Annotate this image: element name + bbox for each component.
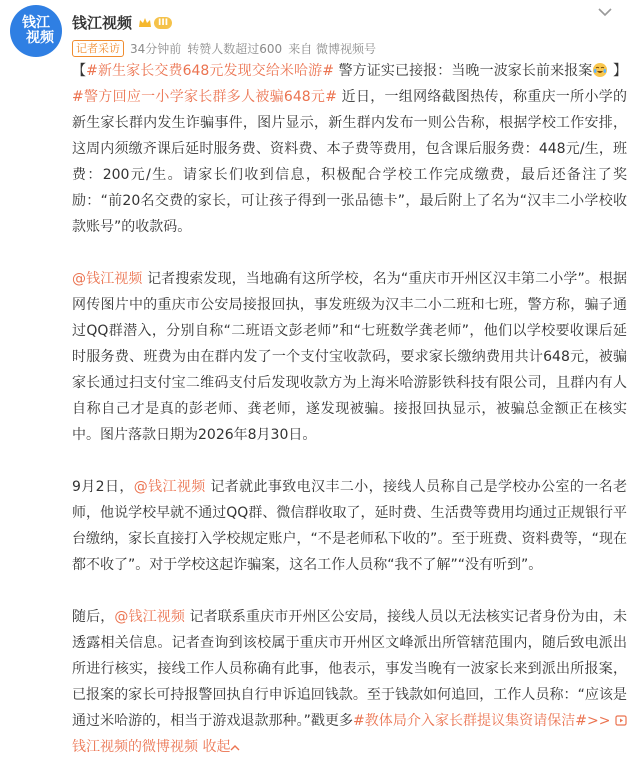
collapse-chevron-icon	[230, 744, 240, 752]
avatar-text-2: 视频	[26, 30, 54, 46]
spacer	[72, 448, 627, 474]
paragraph-text: 近日，一组网络截图热传，称重庆一所小学的新生家长群内发生诈骗事件，图片显示，新生群内发布一则公告称，根据学校工作安排，这周内须缴齐课后延时服务费、资料费、本子费等费用，包含课后服务费：448元/生，班费：200元/生。请家长们收到信息，积极配合学校工作完成缴费，最后还备注了奖励：“前20名交费的家长，可让孩子得到一张品德卡”，最后附上了名为“汉丰二小学校收款账号”的收款码。	[72, 89, 628, 235]
spacer	[72, 240, 627, 266]
post-content	[72, 58, 627, 760]
video-icon	[615, 715, 627, 726]
author-row	[72, 12, 172, 33]
paragraph-1	[72, 58, 627, 240]
video-link-label: 钱江视频的微博视频	[72, 739, 198, 755]
repost-count: 转赞人数超过600	[187, 42, 283, 56]
paragraph-3	[72, 474, 627, 578]
author-name[interactable]: 钱江视频	[72, 14, 133, 32]
more-arrow[interactable]: >>	[587, 713, 611, 729]
collapse-label: 收起	[202, 739, 231, 755]
post-source: 来自 微博视频号	[288, 42, 377, 56]
mention-link[interactable]: @钱江视频	[133, 479, 206, 495]
bracket-close: 】	[608, 63, 628, 79]
vip-crown-icon	[138, 17, 152, 29]
reporter-tag: 记者采访	[72, 40, 124, 57]
paragraph-text: 记者联系重庆市开州区公安局，接线人员以无法核实记者身份为由，未透露相关信息。记者查询到该校属于重庆市开州区文峰派出所管辖范围内，随后致电派出所进行核实，接线工作人员称确有此事，他表示，事发当晚有一波家长来到派出所报案，已报案的家长可持报警回执自行申诉追回钱款。至于钱款如何追回，工作人员称：“应该是通过米哈游的，相当于游戏退款那种。”戳更多	[72, 609, 628, 729]
avatar[interactable]	[10, 5, 62, 57]
paragraph-text: 警方证实已接报：当晚一波家长前来报案	[333, 63, 593, 79]
post-time[interactable]: 34分钟前	[130, 42, 182, 56]
post-meta	[72, 40, 376, 57]
chevron-down-icon[interactable]	[597, 6, 613, 18]
paragraph-text: 随后，	[72, 609, 115, 625]
paragraph-text: 记者就此事致电汉丰二小，接线人员称自己是学校办公室的一名老师，他说学校早就不通过QQ群、微信群收取了，延时费、生活费等费用均通过正规银行平台缴纳，家长直接打入学校规定账户，“不是老师私下收的”。至于班费、资料费等，“现在都不收了”。对于学校这起诈骗案，这名工作人员称“我不了解”“没有听到”。	[72, 479, 627, 573]
paragraph-text: 记者搜索发现，当地确有这所学校，名为“重庆市开州区汉丰第二小学”。根据网传图片中的重庆市公安局接报回执，事发班级为汉丰二小二班和七班，警方称，骗子通过QQ群潜入，分别自称“二班语文彭老师”和“七班数学龚老师”，他们以学校要收课后延时服务费、班费为由在群内发了一个支付宝收款码，要求家长缴纳费用共计648元，被骗家长通过扫支付宝二维码支付后发现收款方为上海米哈游影铁科技有限公司，且群内有人自称自己才是真的彭老师、龚老师，遂发现被骗。接报回执显示，被骗总金额正在核实中。图片落款日期为2026年8月30日。	[72, 271, 627, 443]
paragraph-text: 9月2日，	[72, 479, 134, 495]
paragraph-2	[72, 266, 627, 448]
vip-badge[interactable]	[138, 17, 172, 29]
spacer	[72, 578, 627, 604]
mention-link[interactable]: @钱江视频	[114, 609, 185, 625]
mention-link[interactable]: @钱江视频	[72, 271, 143, 287]
vip-level: III	[154, 17, 172, 29]
paragraph-4	[72, 604, 627, 760]
bracket-open: 【	[72, 63, 87, 79]
avatar-text-1: 钱江	[22, 15, 50, 31]
hashtag-link[interactable]: #新生家长交费648元发现交给米哈游#	[86, 63, 334, 79]
hashtag-link[interactable]: #教体局介入家长群提议集资请保洁#	[353, 713, 588, 729]
emoji-laugh-cry-icon	[592, 62, 608, 78]
hashtag-link[interactable]: #警方回应一小学家长群多人被骗648元#	[72, 89, 337, 105]
collapse-button[interactable]	[202, 739, 240, 755]
